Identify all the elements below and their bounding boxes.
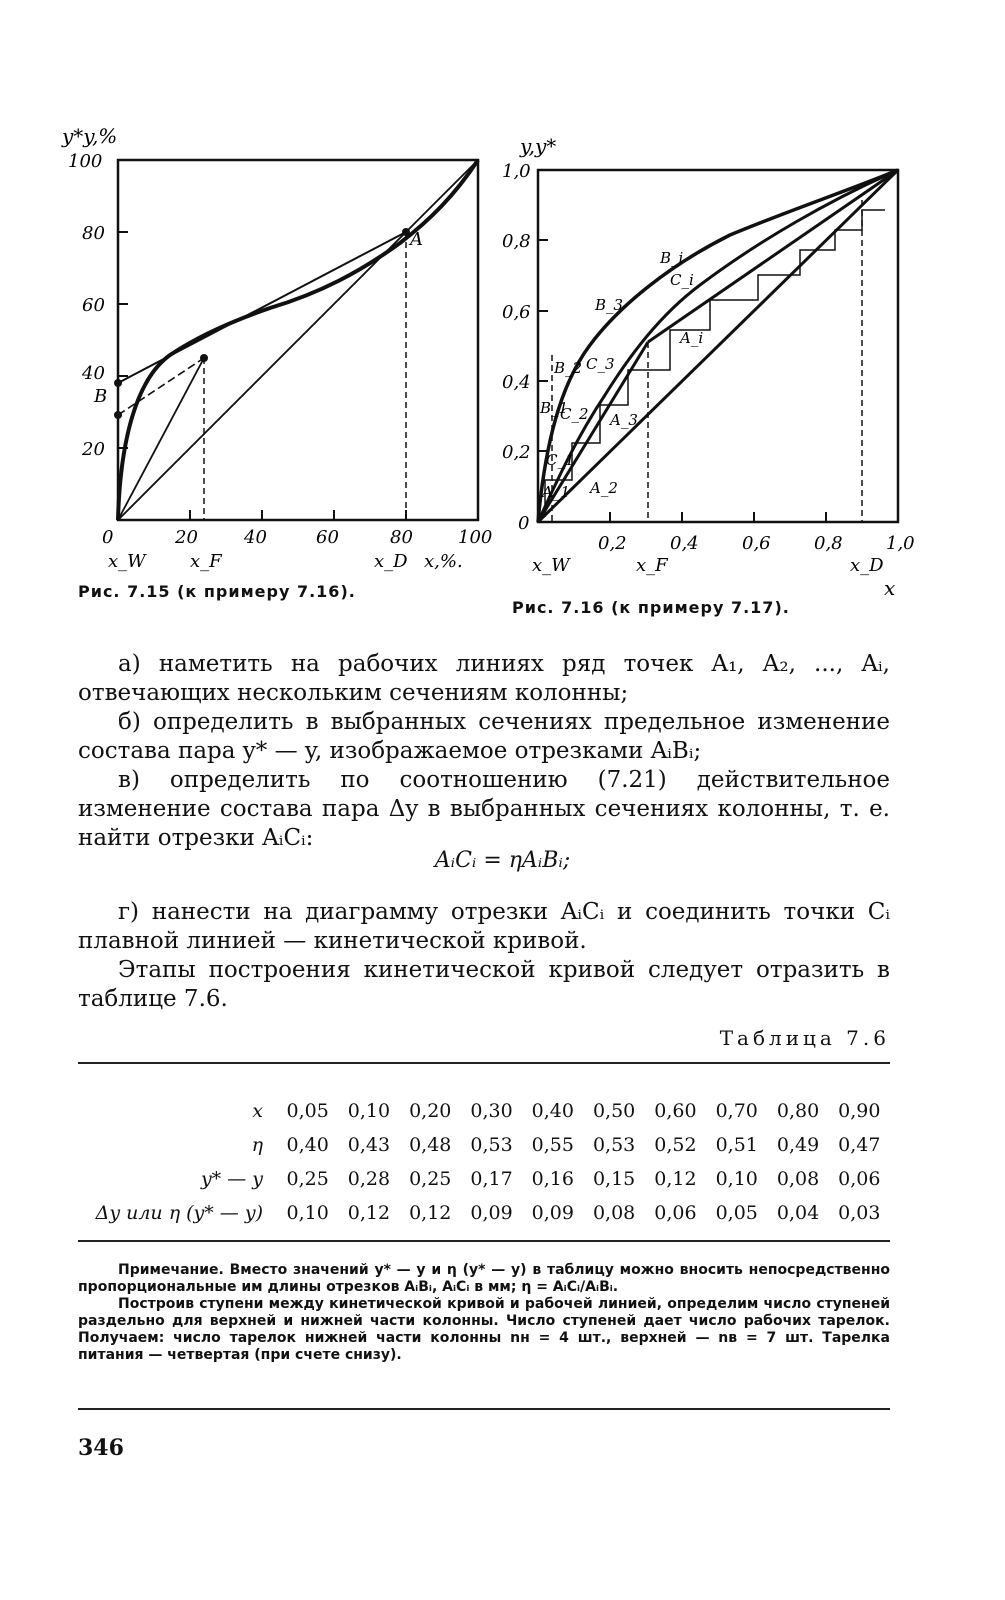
- table-cell: 0,10: [286, 1202, 329, 1224]
- table-cell: 0,06: [838, 1168, 881, 1190]
- table-cell: 0,17: [470, 1168, 513, 1190]
- fig16-point-label: B_1: [540, 399, 569, 417]
- table-title: Таблица 7.6: [719, 1026, 890, 1050]
- fig16-x-label-xw: x_W: [532, 555, 570, 576]
- paragraph-c: в) определить по соотношению (7.21) действительное изменение состава пара Δy в выбранных сечениях колонны, т. е. найти отрезки AᵢCᵢ:: [78, 767, 890, 851]
- fig16-point-label: B_2: [554, 359, 583, 377]
- body-text-bottom: [78, 898, 890, 1014]
- fig16-y-tick: 0,8: [502, 231, 531, 252]
- table-cell: 0,08: [592, 1202, 636, 1224]
- table-cell: 0,60: [654, 1100, 697, 1122]
- fig15-y-tick: 20: [82, 439, 105, 460]
- fig15-x-tick: 100: [458, 527, 493, 548]
- table-cell: 0,49: [776, 1134, 820, 1156]
- fig16-x-tick: 1,0: [886, 533, 915, 554]
- table-7-6: [78, 1094, 890, 1230]
- fig15-x-tick: 40: [244, 527, 267, 548]
- fig15-y-tick: 100: [68, 151, 103, 172]
- table-row: [78, 1094, 890, 1128]
- table-cell: 0,12: [654, 1168, 697, 1190]
- figure-7-16: [500, 125, 930, 605]
- fig16-point-label: C_3: [586, 355, 615, 373]
- fig15-line-b: [118, 358, 204, 415]
- fig15-point-b2: [114, 411, 122, 419]
- fig15-x-axis-label: x,%.: [424, 551, 463, 572]
- fig15-y-tick: 80: [82, 223, 105, 244]
- fig16-x-tick: 0,4: [670, 533, 699, 554]
- fig15-x-label-xd: x_D: [374, 551, 408, 572]
- fig16-point-label: B_i: [660, 249, 684, 267]
- fig16-x-axis-label: x: [884, 576, 896, 600]
- table-cell: 0,15: [592, 1168, 636, 1190]
- paragraph-b: б) определить в выбранных сечениях предельное изменение состава пара y* — y, изображаемое отрезками AᵢBᵢ;: [78, 709, 890, 764]
- fig15-x-tick: 0: [102, 527, 114, 548]
- figure-7-15: [60, 115, 500, 585]
- fig15-operating-line-lower: [118, 358, 204, 520]
- fig16-point-label: A_3: [610, 411, 638, 429]
- fig16-x-tick: 0,6: [742, 533, 771, 554]
- fig15-y-tick: 60: [82, 295, 105, 316]
- footer-rule: [78, 1408, 890, 1410]
- table-row-label: x: [252, 1100, 263, 1122]
- table-cell: 0,80: [776, 1100, 820, 1122]
- fig16-diagonal: [538, 170, 898, 522]
- table-cell: 0,47: [838, 1134, 881, 1156]
- table-cell: 0,10: [347, 1100, 391, 1122]
- table-row: [78, 1128, 890, 1162]
- fig16-point-label: C_2: [560, 405, 589, 423]
- table-cell: 0,12: [347, 1202, 391, 1224]
- table-cell: 0,04: [776, 1202, 820, 1224]
- table-row: [78, 1196, 890, 1230]
- table-cell: 0,16: [531, 1168, 574, 1190]
- table-cell: 0,05: [715, 1202, 758, 1224]
- table-cell: 0,53: [592, 1134, 636, 1156]
- table-cell: 0,30: [470, 1100, 513, 1122]
- table-top-rule: [78, 1062, 890, 1064]
- fig15-point-a: [402, 228, 410, 236]
- fig16-operating-line-upper: [648, 170, 898, 342]
- table-cell: 0,55: [531, 1134, 574, 1156]
- fig16-caption: Рис. 7.16 (к примеру 7.17).: [512, 598, 790, 617]
- table-cell: 0,09: [531, 1202, 574, 1224]
- fig15-point-f: [200, 354, 208, 362]
- note-paragraph-1: Примечание. Вместо значений y* — y и η (y* — y) в таблицу можно вносить непосредственно пропорциональные им длины отрезков AᵢBᵢ, AᵢCᵢ в мм; η = AᵢCᵢ/AᵢBᵢ.: [78, 1262, 890, 1295]
- body-text-top: [78, 650, 890, 853]
- table-cell: 0,25: [409, 1168, 452, 1190]
- fig15-y-tick: 40: [82, 363, 105, 384]
- table-cell: 0,48: [409, 1134, 452, 1156]
- fig16-point-label: B_3: [595, 296, 624, 314]
- fig16-point-label: A_2: [590, 479, 618, 497]
- fig15-x-tick: 80: [390, 527, 413, 548]
- fig15-line-xw: [118, 232, 406, 520]
- fig15-point-label-b: B: [94, 386, 108, 407]
- table-cell: 0,51: [715, 1134, 758, 1156]
- table-row-label: y* — y: [200, 1168, 263, 1190]
- fig15-x-tick: 60: [316, 527, 339, 548]
- table-cell: 0,25: [286, 1168, 329, 1190]
- table-cell: 0,43: [347, 1134, 391, 1156]
- fig15-x-label-xf: x_F: [190, 551, 222, 572]
- fig16-x-label-xd: x_D: [850, 555, 884, 576]
- table-cell: 0,28: [347, 1168, 391, 1190]
- fig16-point-label: A_1: [542, 483, 570, 501]
- fig16-y-tick: 0: [518, 513, 530, 534]
- fig15-x-tick: 20: [175, 527, 198, 548]
- table-cell: 0,70: [715, 1100, 758, 1122]
- fig15-operating-line-upper: [118, 232, 406, 383]
- note-paragraph-2: Построив ступени между кинетической кривой и рабочей линией, определим число ступеней раздельно для верхней и нижней части колонны. Число ступеней дает число рабочих тарелок. Получаем: число тарелок нижней части колонны nн = 4 шт., верхней — nв = 7 шт. Тарелка питания — четвертая (при счете снизу).: [78, 1296, 890, 1363]
- table-bottom-rule: [78, 1240, 890, 1242]
- paragraph-a: а) наметить на рабочих линиях ряд точек A₁, A₂, ..., Aᵢ, отвечающих нескольким сечениям колонны;: [78, 651, 890, 706]
- fig16-x-tick: 0,8: [814, 533, 843, 554]
- table-row: [78, 1162, 890, 1196]
- table-cell: 0,40: [531, 1100, 574, 1122]
- table-cell: 0,06: [654, 1202, 697, 1224]
- fig16-x-tick: 0,2: [598, 533, 627, 554]
- table-cell: 0,10: [715, 1168, 758, 1190]
- table-cell: 0,08: [776, 1168, 820, 1190]
- table-cell: 0,52: [654, 1134, 697, 1156]
- fig15-y-axis-label: y*y,%: [62, 124, 118, 148]
- fig16-y-tick: 1,0: [502, 161, 531, 182]
- formula-ac: AᵢCᵢ = ηAᵢBᵢ;: [434, 848, 571, 873]
- fig15-point-label-a: A: [410, 229, 423, 250]
- table-cell: 0,12: [409, 1202, 452, 1224]
- fig16-point-label: A_i: [680, 329, 704, 347]
- fig15-caption: Рис. 7.15 (к примеру 7.16).: [78, 582, 356, 601]
- table-cell: 0,09: [470, 1202, 513, 1224]
- table-cell: 0,20: [409, 1100, 452, 1122]
- table-cell: 0,50: [592, 1100, 636, 1122]
- table-cell: 0,40: [286, 1134, 329, 1156]
- page-number: 346: [78, 1435, 124, 1461]
- table-cell: 0,53: [470, 1134, 513, 1156]
- table-cell: 0,05: [286, 1100, 329, 1122]
- fig16-y-tick: 0,2: [502, 442, 531, 463]
- fig16-point-label: C_i: [670, 271, 694, 289]
- paragraph-d: г) нанести на диаграмму отрезки AᵢCᵢ и соединить точки Cᵢ плавной линией — кинетической кривой.: [78, 899, 890, 954]
- fig16-y-axis-label: y,y*: [520, 134, 557, 158]
- fig16-y-tick: 0,6: [502, 302, 531, 323]
- fig16-x-label-xf: x_F: [636, 555, 668, 576]
- fig15-point-b1: [114, 379, 122, 387]
- fig16-point-label: C_1: [546, 451, 575, 469]
- table-row-label: Δy или η (y* — y): [95, 1202, 263, 1224]
- table-cell: 0,03: [838, 1202, 881, 1224]
- fig16-y-tick: 0,4: [502, 372, 531, 393]
- table-row-label: η: [251, 1134, 263, 1156]
- fig15-x-label-xw: x_W: [108, 551, 146, 572]
- paragraph-e: Этапы построения кинетической кривой следует отразить в таблице 7.6.: [78, 957, 890, 1012]
- note: [78, 1262, 890, 1364]
- table-cell: 0,90: [838, 1100, 881, 1122]
